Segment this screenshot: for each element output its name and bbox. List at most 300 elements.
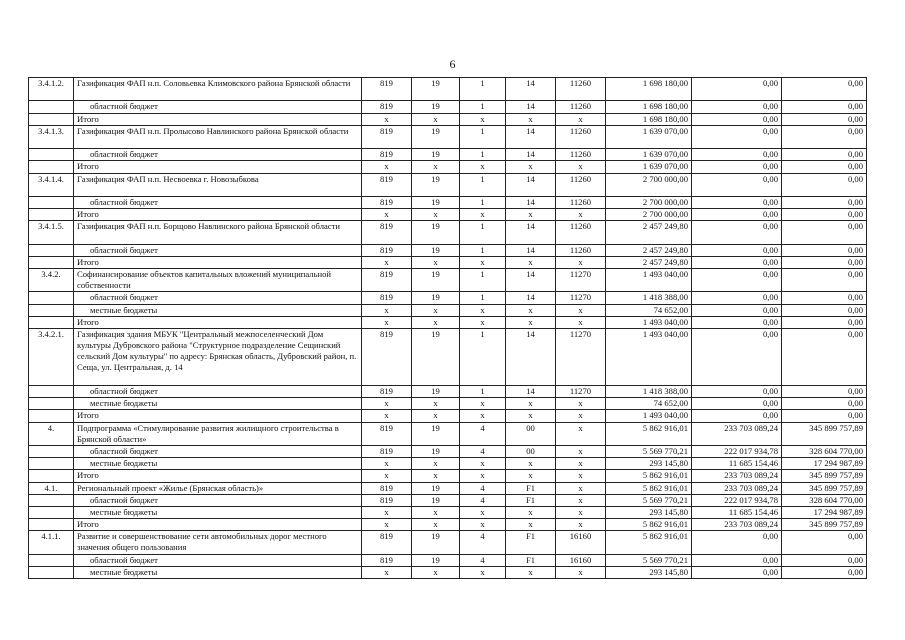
code-program: 19 [412,292,460,304]
amount-year-1: 5 569 770,21 [606,445,692,457]
code-subprogram: х [460,316,506,328]
amount-year-1: 5 862 916,01 [606,422,692,445]
row-name: Итого [74,113,362,125]
amount-year-1: 2 457 249,80 [606,221,692,244]
amount-year-1: 2 700 000,00 [606,173,692,196]
amount-year-3: 0,00 [782,269,867,292]
table-row [29,531,867,554]
code-main-event: 14 [506,125,556,148]
code-main-event: 14 [506,149,556,161]
amount-year-3: 0,00 [782,566,867,578]
code-ministry: 819 [362,269,412,292]
code-ministry: х [362,304,412,316]
row-number: 4.1. [29,482,74,494]
row-number [29,113,74,125]
code-subprogram: х [460,113,506,125]
code-main-event: F1 [506,482,556,494]
amount-year-1: 293 145,80 [606,566,692,578]
table-row [29,470,867,482]
code-direction: х [556,445,606,457]
code-main-event: F1 [506,494,556,506]
amount-year-2: 0,00 [692,244,782,256]
table-row [29,304,867,316]
code-subprogram: х [460,470,506,482]
code-ministry: х [362,458,412,470]
code-ministry: х [362,161,412,173]
amount-year-3: 0,00 [782,113,867,125]
row-name: местные бюджеты [74,458,362,470]
row-name: местные бюджеты [74,398,362,410]
amount-year-2: 233 703 089,24 [692,482,782,494]
code-subprogram: х [460,304,506,316]
row-name: Софинансирование объектов капитальных вложений муниципальной собственности [74,269,362,292]
code-direction: х [556,482,606,494]
amount-year-2: 0,00 [692,410,782,422]
code-main-event: 00 [506,422,556,445]
code-program: х [412,398,460,410]
code-subprogram: 4 [460,482,506,494]
amount-year-2: 233 703 089,24 [692,470,782,482]
code-program: х [412,519,460,531]
code-direction: х [556,113,606,125]
code-program: 19 [412,125,460,148]
code-program: 19 [412,531,460,554]
code-main-event: 14 [506,221,556,244]
code-direction: 11270 [556,329,606,386]
code-program: 19 [412,269,460,292]
code-main-event: F1 [506,531,556,554]
row-name: Итого [74,470,362,482]
row-name: областной бюджет [74,494,362,506]
code-direction: х [556,470,606,482]
amount-year-3: 0,00 [782,161,867,173]
code-subprogram: 4 [460,554,506,566]
amount-year-2: 0,00 [692,125,782,148]
row-number: 3.4.1.2. [29,78,74,101]
row-name: местные бюджеты [74,506,362,518]
row-number: 4. [29,422,74,445]
row-name: Итого [74,256,362,268]
amount-year-3: 328 604 770,00 [782,445,867,457]
code-program: х [412,209,460,221]
row-number [29,196,74,208]
amount-year-3: 0,00 [782,410,867,422]
code-direction: 11260 [556,244,606,256]
table-row [29,445,867,457]
code-subprogram: 1 [460,196,506,208]
code-program: х [412,506,460,518]
table-row [29,209,867,221]
row-number [29,410,74,422]
code-main-event: 14 [506,386,556,398]
table-row [29,173,867,196]
code-direction: 11260 [556,173,606,196]
code-program: 19 [412,78,460,101]
code-main-event: 14 [506,269,556,292]
amount-year-3: 0,00 [782,125,867,148]
code-ministry: 819 [362,531,412,554]
code-subprogram: 1 [460,329,506,386]
code-direction: х [556,256,606,268]
code-ministry: 819 [362,78,412,101]
amount-year-2: 0,00 [692,398,782,410]
row-number [29,244,74,256]
row-name: областной бюджет [74,244,362,256]
amount-year-2: 11 685 154,46 [692,458,782,470]
code-program: х [412,410,460,422]
amount-year-2: 0,00 [692,256,782,268]
code-subprogram: 1 [460,101,506,113]
code-main-event: 14 [506,173,556,196]
table-row [29,398,867,410]
amount-year-1: 5 862 916,01 [606,531,692,554]
row-number [29,458,74,470]
code-main-event: х [506,304,556,316]
code-direction: х [556,422,606,445]
amount-year-1: 74 652,00 [606,398,692,410]
amount-year-1: 1 418 388,00 [606,292,692,304]
table-row [29,292,867,304]
code-subprogram: 4 [460,445,506,457]
code-program: х [412,316,460,328]
code-subprogram: х [460,410,506,422]
table-row [29,519,867,531]
code-main-event: 14 [506,78,556,101]
amount-year-2: 0,00 [692,173,782,196]
amount-year-2: 0,00 [692,113,782,125]
table-row [29,78,867,101]
code-main-event: х [506,398,556,410]
code-direction: х [556,398,606,410]
amount-year-2: 0,00 [692,316,782,328]
code-ministry: х [362,566,412,578]
amount-year-3: 0,00 [782,398,867,410]
code-subprogram: 1 [460,221,506,244]
code-direction: х [556,209,606,221]
code-program: х [412,470,460,482]
code-ministry: х [362,113,412,125]
code-direction: 11260 [556,196,606,208]
code-program: 19 [412,554,460,566]
code-subprogram: 1 [460,78,506,101]
row-number [29,494,74,506]
code-subprogram: х [460,566,506,578]
row-number [29,445,74,457]
code-subprogram: х [460,506,506,518]
code-subprogram: 1 [460,149,506,161]
code-subprogram: 1 [460,125,506,148]
amount-year-3: 328 604 770,00 [782,494,867,506]
code-ministry: 819 [362,494,412,506]
table-row [29,329,867,386]
row-number [29,470,74,482]
code-direction: х [556,494,606,506]
code-program: х [412,161,460,173]
amount-year-1: 5 862 916,01 [606,482,692,494]
row-number [29,554,74,566]
row-number [29,209,74,221]
code-ministry: 819 [362,196,412,208]
row-number [29,304,74,316]
amount-year-1: 74 652,00 [606,304,692,316]
row-name: Газификация ФАП н.п. Борщово Навлинского района Брянской области [74,221,362,244]
code-main-event: х [506,113,556,125]
row-number [29,149,74,161]
row-number [29,292,74,304]
code-main-event: х [506,161,556,173]
amount-year-3: 0,00 [782,554,867,566]
amount-year-3: 0,00 [782,329,867,386]
amount-year-2: 0,00 [692,531,782,554]
amount-year-3: 0,00 [782,221,867,244]
amount-year-2: 233 703 089,24 [692,519,782,531]
code-direction: 11270 [556,292,606,304]
amount-year-1: 5 862 916,01 [606,470,692,482]
amount-year-3: 0,00 [782,209,867,221]
code-subprogram: 4 [460,494,506,506]
code-program: 19 [412,445,460,457]
amount-year-1: 1 493 040,00 [606,329,692,386]
code-direction: 11260 [556,125,606,148]
amount-year-3: 0,00 [782,78,867,101]
amount-year-3: 0,00 [782,173,867,196]
row-name: Итого [74,410,362,422]
code-direction: х [556,458,606,470]
code-direction: 11260 [556,221,606,244]
amount-year-1: 2 457 249,80 [606,256,692,268]
code-ministry: х [362,256,412,268]
row-name: областной бюджет [74,386,362,398]
row-name: областной бюджет [74,196,362,208]
code-subprogram: 1 [460,269,506,292]
code-subprogram: 4 [460,422,506,445]
code-ministry: х [362,506,412,518]
code-direction: х [556,410,606,422]
code-ministry: 819 [362,422,412,445]
row-name: местные бюджеты [74,304,362,316]
code-main-event: х [506,519,556,531]
code-program: х [412,458,460,470]
row-name: Итого [74,316,362,328]
row-name: Итого [74,209,362,221]
table-row [29,149,867,161]
code-ministry: х [362,519,412,531]
row-number: 3.4.2.1. [29,329,74,386]
row-name: Итого [74,161,362,173]
amount-year-2: 222 017 934,78 [692,494,782,506]
code-program: 19 [412,101,460,113]
row-name: местные бюджеты [74,566,362,578]
code-main-event: х [506,458,556,470]
code-direction: х [556,316,606,328]
code-ministry: 819 [362,292,412,304]
code-program: 19 [412,173,460,196]
table-row [29,125,867,148]
row-number: 3.4.1.4. [29,173,74,196]
code-ministry: 819 [362,221,412,244]
amount-year-2: 0,00 [692,329,782,386]
code-direction: 11260 [556,101,606,113]
amount-year-1: 2 700 000,00 [606,196,692,208]
code-main-event: х [506,410,556,422]
code-direction: х [556,304,606,316]
amount-year-1: 2 457 249,80 [606,244,692,256]
amount-year-1: 1 493 040,00 [606,269,692,292]
code-program: 19 [412,221,460,244]
code-ministry: 819 [362,125,412,148]
amount-year-1: 2 700 000,00 [606,209,692,221]
code-main-event: 14 [506,329,556,386]
table-row [29,482,867,494]
amount-year-2: 0,00 [692,78,782,101]
table-row [29,458,867,470]
code-direction: х [556,506,606,518]
code-direction: 11260 [556,149,606,161]
table-row [29,386,867,398]
code-program: х [412,256,460,268]
code-direction: 11270 [556,269,606,292]
table-row [29,161,867,173]
code-main-event: F1 [506,554,556,566]
amount-year-2: 11 685 154,46 [692,506,782,518]
code-subprogram: х [460,161,506,173]
row-name: Подпрограмма «Стимулирование развития жилищного строительства в Брянской области» [74,422,362,445]
row-number: 4.1.1. [29,531,74,554]
row-name: Итого [74,519,362,531]
code-main-event: 00 [506,445,556,457]
code-ministry: х [362,316,412,328]
table-row [29,113,867,125]
row-number [29,519,74,531]
row-name: областной бюджет [74,554,362,566]
code-ministry: 819 [362,386,412,398]
code-direction: х [556,566,606,578]
code-program: х [412,113,460,125]
table-row [29,422,867,445]
code-ministry: 819 [362,244,412,256]
amount-year-1: 1 698 180,00 [606,78,692,101]
amount-year-2: 0,00 [692,566,782,578]
code-direction: 11270 [556,386,606,398]
amount-year-2: 0,00 [692,101,782,113]
amount-year-3: 0,00 [782,316,867,328]
amount-year-2: 0,00 [692,386,782,398]
budget-table [28,77,867,579]
code-main-event: 14 [506,101,556,113]
code-program: х [412,566,460,578]
row-number [29,398,74,410]
table-row [29,256,867,268]
table-row [29,494,867,506]
amount-year-2: 0,00 [692,196,782,208]
amount-year-1: 1 418 388,00 [606,386,692,398]
amount-year-3: 0,00 [782,304,867,316]
code-program: 19 [412,386,460,398]
amount-year-1: 1 493 040,00 [606,316,692,328]
row-name: Газификация ФАП н.п. Несвоевка г. Новозыбкова [74,173,362,196]
code-subprogram: 4 [460,531,506,554]
amount-year-3: 345 899 757,89 [782,519,867,531]
table-row [29,221,867,244]
code-main-event: х [506,209,556,221]
row-name: Региональный проект «Жилье (Брянская область)» [74,482,362,494]
row-number [29,256,74,268]
code-subprogram: 1 [460,292,506,304]
table-row [29,269,867,292]
amount-year-2: 0,00 [692,304,782,316]
code-main-event: х [506,316,556,328]
row-number [29,386,74,398]
code-ministry: 819 [362,554,412,566]
code-ministry: х [362,398,412,410]
table-row [29,101,867,113]
amount-year-3: 0,00 [782,101,867,113]
code-ministry: х [362,410,412,422]
amount-year-2: 0,00 [692,149,782,161]
amount-year-3: 17 294 987,89 [782,506,867,518]
amount-year-1: 1 698 180,00 [606,113,692,125]
amount-year-3: 0,00 [782,531,867,554]
row-number [29,101,74,113]
amount-year-3: 0,00 [782,292,867,304]
code-program: 19 [412,329,460,386]
code-program: 19 [412,149,460,161]
code-ministry: х [362,470,412,482]
table-row [29,244,867,256]
amount-year-2: 233 703 089,24 [692,422,782,445]
amount-year-2: 0,00 [692,209,782,221]
row-name: областной бюджет [74,101,362,113]
amount-year-1: 5 569 770,21 [606,554,692,566]
code-subprogram: 1 [460,386,506,398]
amount-year-2: 0,00 [692,292,782,304]
code-main-event: х [506,256,556,268]
code-subprogram: 1 [460,173,506,196]
code-program: х [412,304,460,316]
row-name: областной бюджет [74,292,362,304]
code-program: 19 [412,244,460,256]
table-row [29,554,867,566]
row-number: 3.4.1.3. [29,125,74,148]
code-main-event: 14 [506,292,556,304]
code-main-event: х [506,566,556,578]
row-name: Газификация ФАП н.п. Пролысово Навлинского района Брянской области [74,125,362,148]
code-ministry: 819 [362,101,412,113]
amount-year-1: 1 639 070,00 [606,161,692,173]
row-number: 3.4.1.5. [29,221,74,244]
code-ministry: 819 [362,482,412,494]
amount-year-3: 17 294 987,89 [782,458,867,470]
row-number [29,506,74,518]
code-subprogram: х [460,458,506,470]
row-name: областной бюджет [74,149,362,161]
amount-year-2: 222 017 934,78 [692,445,782,457]
row-name: Газификация ФАП н.п. Соловьевка Климовского района Брянской области [74,78,362,101]
amount-year-1: 1 639 070,00 [606,125,692,148]
code-program: 19 [412,196,460,208]
amount-year-2: 0,00 [692,221,782,244]
code-subprogram: х [460,519,506,531]
table-row [29,196,867,208]
row-name: Газификация здания МБУК "Центральный межпоселенческий Дом культуры Дубровского района "Структурное подразделение Сещинский сельский Дом культуры" по адресу: Брянская область, Дубровский район, п. Сеща, ул. Центральная, д. 14 [74,329,362,386]
amount-year-2: 0,00 [692,161,782,173]
code-direction: х [556,519,606,531]
amount-year-3: 345 899 757,89 [782,470,867,482]
amount-year-2: 0,00 [692,269,782,292]
code-ministry: 819 [362,149,412,161]
row-number: 3.4.2. [29,269,74,292]
code-program: 19 [412,482,460,494]
